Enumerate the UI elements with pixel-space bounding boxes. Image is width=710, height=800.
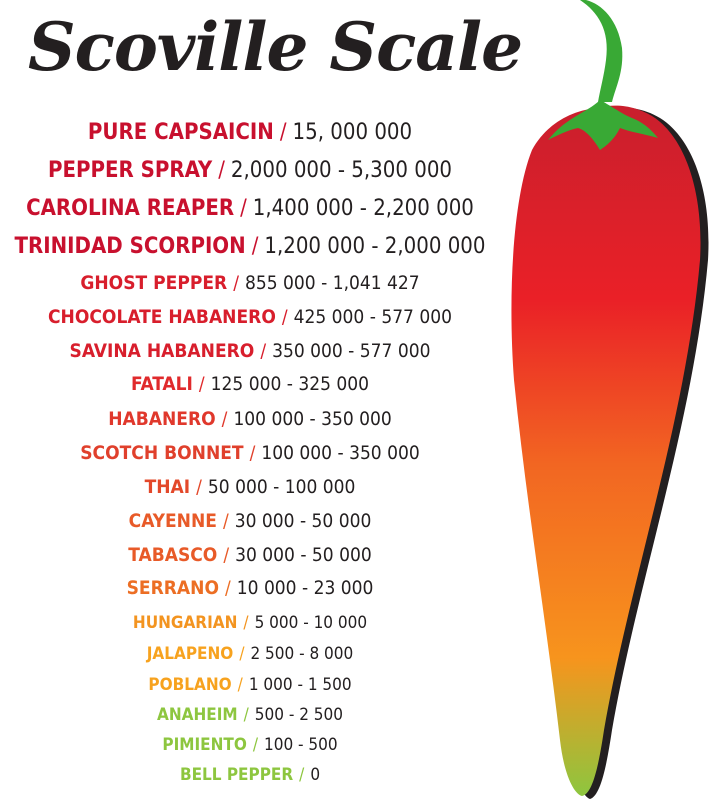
separator: / [223,544,230,566]
pepper-name: TABASCO [128,544,218,566]
scoville-range: 30 000 - 50 000 [234,510,372,532]
scoville-range: 350 000 - 577 000 [272,340,431,362]
separator: / [240,196,247,221]
separator: / [243,705,249,725]
separator: / [218,158,225,183]
separator: / [252,735,259,755]
separator: / [243,613,249,633]
pepper-row [0,577,500,599]
separator: / [221,408,228,430]
pepper-name: TRINIDAD SCORPION [14,234,246,259]
scoville-range: 1 000 - 1 500 [248,675,352,695]
pepper-name: SERRANO [126,577,219,599]
chili-stem [580,0,622,102]
separator: / [198,373,205,395]
pepper-name: ANAHEIM [157,705,238,725]
pepper-row [0,340,500,362]
pepper-name: BELL PEPPER [179,765,294,785]
separator: / [233,272,239,294]
pepper-row [0,442,500,464]
separator: / [239,644,245,664]
scoville-range: 10 000 - 23 000 [236,577,374,599]
pepper-name: CHOCOLATE HABANERO [48,306,276,328]
scoville-range: 15, 000 000 [292,120,413,145]
separator: / [299,765,305,785]
pepper-row [0,306,500,328]
pepper-name: PEPPER SPRAY [47,158,213,183]
pepper-row [0,408,500,430]
separator: / [260,340,267,362]
pepper-name: SCOTCH BONNET [80,442,244,464]
separator: / [222,510,229,532]
scoville-range: 0 [310,765,321,785]
pepper-row [0,234,500,259]
separator: / [281,306,288,328]
pepper-name: CAYENNE [128,510,217,532]
pepper-row [0,765,500,785]
pepper-row [0,196,500,221]
pepper-row [0,373,500,395]
pepper-name: HUNGARIAN [132,613,238,633]
pepper-name: THAI [144,476,191,498]
scoville-range: 30 000 - 50 000 [235,544,372,566]
pepper-row [0,544,500,566]
scoville-range: 1,400 000 - 2,200 000 [252,196,474,221]
pepper-row [0,272,500,294]
pepper-row [0,476,500,498]
scoville-range: 2 500 - 8 000 [250,644,354,664]
pepper-row [0,158,500,183]
pepper-row [0,644,500,664]
pepper-name: HABANERO [108,408,216,430]
scoville-range: 500 - 2 500 [254,705,343,725]
separator: / [249,442,256,464]
pepper-row [0,675,500,695]
separator: / [251,234,259,259]
separator: / [225,577,231,599]
scoville-range: 855 000 - 1,041 427 [245,272,420,294]
pepper-name: PURE CAPSAICIN [87,120,274,145]
page-title: Scoville Scale [28,8,523,86]
scoville-range: 125 000 - 325 000 [210,373,370,395]
pepper-row [0,613,500,633]
pepper-name: CAROLINA REAPER [26,196,235,221]
separator: / [279,120,287,145]
chili-pepper-illustration [500,0,710,800]
pepper-name: PIMIENTO [162,735,247,755]
scoville-range: 1,200 000 - 2,000 000 [264,234,486,259]
scoville-range: 5 000 - 10 000 [254,613,368,633]
scoville-range: 50 000 - 100 000 [207,476,356,498]
scoville-range: 425 000 - 577 000 [293,306,452,328]
pepper-row [0,735,500,755]
separator: / [237,675,243,695]
separator: / [196,476,202,498]
scoville-range: 100 000 - 350 000 [233,408,392,430]
pepper-name: SAVINA HABANERO [69,340,255,362]
pepper-row [0,120,500,145]
pepper-name: FATALI [130,373,193,395]
scoville-range: 100 - 500 [264,735,338,755]
scoville-range: 2,000 000 - 5,300 000 [230,158,452,183]
pepper-name: GHOST PEPPER [80,272,228,294]
pepper-row [0,510,500,532]
scoville-range: 100 000 - 350 000 [261,442,420,464]
pepper-name: JALAPENO [146,644,234,664]
pepper-row [0,705,500,725]
pepper-name: POBLANO [148,675,232,695]
